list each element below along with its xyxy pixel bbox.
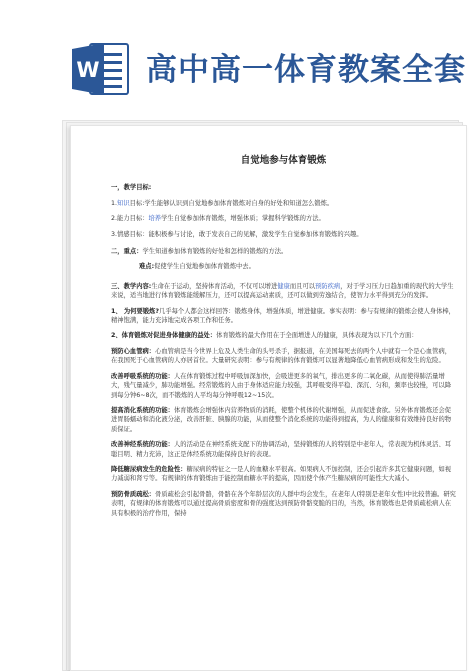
goal-ability [111,214,456,223]
goal-number: 1. [111,199,118,207]
question-text: 体育锻炼的最大作用在于全面增进人的健康，具体表现为以下几个方面： [216,332,418,340]
benefit-label: 改善神经系统的功能： [111,441,174,449]
benefit-text: 人在体育锻炼过程中呼吸加深加快，会吸进更多的氧气，排出更多的二氧化碳，从而使得肺活量增大，残气量减少，肺功能增强。经常锻炼的人由于身体适应能力较强，其呼吸变得平稳、深沉、匀和，频率也较慢，可以降到每分钟6~8次，而不锻炼的人平均每分钟呼吸12~15次。 [111,372,452,399]
key-point-label: 二，重点： [111,248,143,256]
benefit-text: 心血管病是当今世界上危及人类生命的头号杀手，据报道，在美国每死去的两个人中就有一个是心血管病，在我国死于心血管病的人亦居首位。大量研究表明：参与有规律的体育锻炼可以显著地降低心血管病形成和发生的危险。 [111,347,452,365]
banner-title: 高中高一体育教案全套 [146,52,466,88]
benefit-text: 糖尿病的特征之一是人的血糖水平很高。如果病人不加控制，还会引起许多其它健康问题，如视力减弱和肾亏等。有规律的体育锻炼由于能控制血糖水平的提高，因而使个体产生糖尿病的可能性大大减小。 [111,465,452,483]
difficulty-label: 难点: [139,263,155,271]
benefit-label: 降低糖尿病发生的危险性： [111,465,187,473]
benefit-label: 改善呼吸系统的功能： [111,372,174,380]
question-label: 2、体育锻炼对促进身体健康的益处： [111,332,217,340]
document-page [70,125,467,671]
benefit-label: 预防心血管病： [111,347,156,355]
question-text: 几乎每个人都会这样回答：锻炼身体，增强体质，增进健康。事实表明：参与有规律的锻炼会使人身体棒，精神饱满，能力充沛地完成各项工作和任务。 [111,307,455,325]
key-point-text: 学生知道参加体育锻炼的好处和怎样的锻炼的方法。 [142,248,288,256]
goal-prefix: 2.能力目标： [111,215,149,223]
benefit-text: 体育锻炼会增强体内营养物质的消耗，使整个机体的代谢增强，从而促进食欲。另外体育锻炼还会促进胃肠蠕动和消化液分泌，改善肝脏、胰腺的功能，从而使整个消化系统的功能得到提高，为人的健康和有效维持良好的物质保证。 [111,406,452,433]
goal-text: 学生自觉参加体育锻炼，增强体质；掌握科学锻炼的方法。 [161,215,325,223]
difficulty-text: 促使学生自觉地参加体育锻炼中去。 [154,263,255,271]
key-point [111,247,456,256]
knowledge-link[interactable]: 知识 [117,199,130,207]
benefit-respiratory [111,372,456,400]
word-document-icon [70,40,130,98]
question-why-exercise [111,307,456,326]
benefit-cardiovascular [111,347,456,366]
document-body [111,156,456,524]
teaching-content [111,282,456,301]
teaching-content-text-b: 而且可以 [289,282,316,290]
header-banner [0,0,474,118]
goal-emotion: 3.情感目标：能积极参与讨论，敢于发表自己的见解，激发学生自觉参加体育锻炼的兴趣。 [111,230,363,238]
question-benefits [111,331,456,340]
teaching-content-text-c: ，对于学习压力日趋加重的现代的大学生来说，适当地进行体育锻炼能缓解压力，还可以提高运动素质，还可以做到劳逸结合，使智力水平得到充分的发挥。 [111,282,454,300]
benefit-digestive [111,406,456,434]
question-label: 1、 为何要锻炼? [111,307,160,315]
prevent-disease-link[interactable]: 预防疾病 [315,282,341,290]
goal-knowledge [111,199,456,208]
difficulty-point [111,262,456,271]
benefit-label: 预防骨质疏松： [111,490,156,498]
section-teaching-goals: 一，教学目标: [111,184,152,192]
word-icon-letter: W [76,58,100,82]
cultivate-link[interactable]: 培养 [148,215,162,223]
benefit-osteoporosis [111,490,456,518]
benefit-text: 人的活动是在神经系统支配下的协调活动，坚持锻炼的人的特别是中老年人，常表现为机体灵活、耳聪目明、精力充沛，这正是体经系统功能保持良好的表现。 [111,441,452,458]
benefit-diabetes [111,465,456,484]
teaching-content-label: 三、教学内容: [111,282,152,290]
health-link[interactable]: 健康 [277,282,290,290]
benefit-label: 提高消化系统的功能： [111,406,174,414]
teaching-content-text-a: 生命在于运动，坚持体育活动，不仅可以增进 [151,282,278,290]
goal-text: 目标:学生能够认识到自觉地参加体育锻炼对自身的好处和知道怎么锻炼。 [129,199,334,207]
benefit-text: 骨质疏松会引起骨骼，骨骼在各个年龄层次的人群中均会发生，在老年人(特别是老年女性)中比较普遍。研究表明，有规律的体育锻炼可以通过提高骨质密度和骨的强度达到预防骨骼变脆的目的，当然，体育锻炼也是骨质疏松病人在具有积极的治疗作用，保持 [111,490,456,517]
document-title: 自觉地参与体育锻炼 [240,155,327,166]
benefit-nervous [111,440,456,459]
